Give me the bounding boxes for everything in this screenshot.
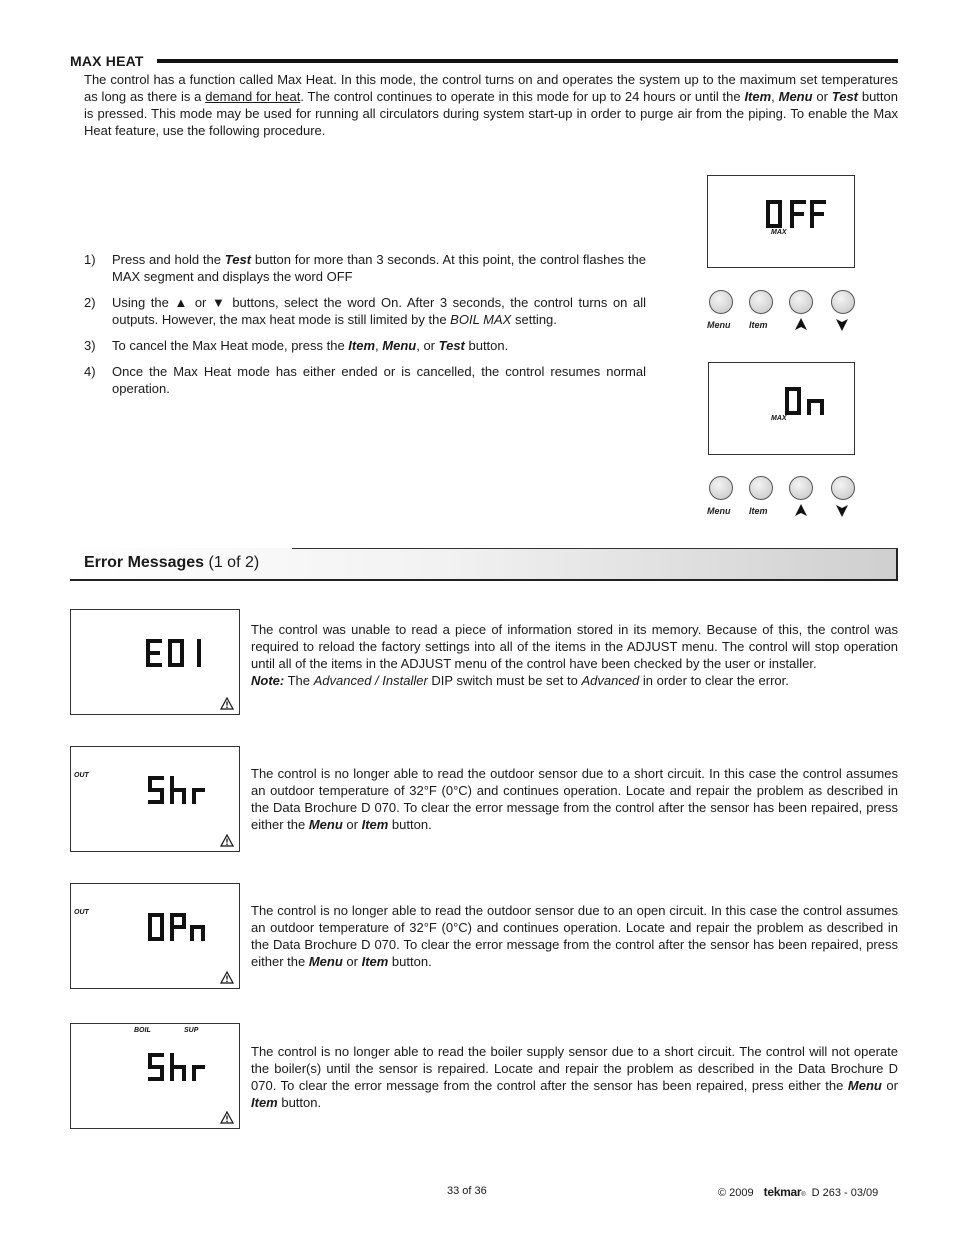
test-term: Test xyxy=(831,89,859,104)
item-button-label: Item xyxy=(749,320,768,330)
menu-button[interactable] xyxy=(709,290,733,314)
item-term: Item xyxy=(361,817,389,832)
lcd-label-sup: SUP xyxy=(184,1027,199,1034)
menu-term: Menu xyxy=(778,89,813,104)
item-button-label: Item xyxy=(749,506,768,516)
note-text-b: Advanced / Installer xyxy=(313,673,428,688)
lcd-label-max: MAX xyxy=(771,415,787,422)
step-text-a: To cancel the Max Heat mode, press the xyxy=(112,338,349,353)
test-term: Test xyxy=(224,252,252,267)
page-number: 33 of 36 xyxy=(447,1185,487,1197)
menu-term: Menu xyxy=(382,338,417,353)
footer-credit xyxy=(718,1185,878,1199)
section-title-max-heat: MAX HEAT xyxy=(70,53,144,69)
error-text: The control is no longer able to read the outdoor sensor due to a short circuit. In this case the control assumes an outdoor temperature of 32°F (0°C) and continues operation. Locate and repair the problem as described in the Data Brochure D 070. To clear the error message from the control after the sensor has been repaired, press either the xyxy=(251,766,898,832)
procedure-steps xyxy=(84,251,646,406)
lcd-label-out: OUT xyxy=(74,909,89,916)
button-row-2 xyxy=(707,475,857,520)
up-arrow-icon xyxy=(795,318,807,331)
item-button[interactable] xyxy=(749,290,773,314)
or-text: or xyxy=(342,954,362,969)
down-button[interactable] xyxy=(831,290,855,314)
document-code: D 263 - 03/09 xyxy=(811,1187,879,1199)
error-messages-title xyxy=(84,554,259,572)
step-number: 2) xyxy=(84,295,96,310)
error-text: The control is no longer able to read the boiler supply sensor due to a short circuit. The control will not operate the boiler(s) until the sensor is repaired. Locate and repair the problem as described in the Data Brochure D 070. To clear the error message from the control after the sensor has been repaired, press either the xyxy=(251,1044,898,1093)
step-number: 3) xyxy=(84,338,96,353)
lcd-label-boil: BOIL xyxy=(134,1027,151,1034)
menu-button-label: Menu xyxy=(707,506,731,516)
lcd-error-e01 xyxy=(70,609,240,715)
down-arrow-icon xyxy=(836,318,848,331)
warning-icon xyxy=(220,971,234,984)
step-text-c: button. xyxy=(464,338,509,353)
max-heat-intro xyxy=(84,71,898,139)
error-e01-description xyxy=(251,621,898,689)
demand-for-heat-term: demand for heat xyxy=(205,89,301,104)
step-number: 1) xyxy=(84,252,96,267)
or-text: or xyxy=(342,817,362,832)
warning-icon xyxy=(220,697,234,710)
intro-text-1: The control has a function called Max Heat. In this mode, the control turns on and operates the system up to the maximum set temperatures as long as there is a xyxy=(84,72,898,104)
error-text: The control was unable to read a piece of information stored in its memory. Because of this, the control was required to reload the factory settings into all of the items in the ADJUST menu. The control will stop operation until all of the items in the ADJUST menu of the control have been checked by the user or installer. xyxy=(251,622,898,671)
step-text-c: setting. xyxy=(511,312,557,327)
lcd-display-off xyxy=(707,175,855,268)
menu-term: Menu xyxy=(847,1078,882,1093)
copyright: © 2009 xyxy=(718,1187,754,1199)
intro-text-3: button is pressed. This mode may be used for running all circulators during system start-up in order to purge air from the piping. To enable the Max Heat feature, use the following procedure. xyxy=(84,89,898,138)
step-text: To cancel the Max Heat mode, press the Item, Menu, or Test button. xyxy=(112,338,509,353)
step-text-c: button for more than 3 seconds. At this point, the control flashes the MAX segment and displays the word OFF xyxy=(112,252,646,284)
warning-icon xyxy=(220,834,234,847)
item-button[interactable] xyxy=(749,476,773,500)
lcd-word-on xyxy=(784,386,828,416)
error-opn-outdoor-description xyxy=(251,902,898,970)
step-text: Once the Max Heat mode has either ended or is cancelled, the control resumes normal operation. xyxy=(112,364,646,396)
comma: , xyxy=(771,89,779,104)
lcd-code-shr xyxy=(147,775,205,805)
lcd-label-max: MAX xyxy=(771,229,787,236)
item-term: Item xyxy=(744,89,772,104)
menu-term: Menu xyxy=(308,817,343,832)
lcd-code-shr xyxy=(147,1052,205,1082)
section-rule xyxy=(157,59,898,63)
item-term: Item xyxy=(251,1095,278,1110)
step-number: 4) xyxy=(84,364,96,379)
brand-logo: tekmar xyxy=(763,1185,802,1199)
error-header-top-rule xyxy=(292,548,898,549)
test-term: Test xyxy=(438,338,465,353)
lcd-word-off xyxy=(765,199,827,229)
note-text-e: in order to clear the error. xyxy=(639,673,789,688)
menu-button[interactable] xyxy=(709,476,733,500)
menu-button-label: Menu xyxy=(707,320,731,330)
step-text-a: Using the ▲ or ▼ buttons, select the word On. After 3 seconds, the control turns on all outputs. However, the max heat mode is still limited by the xyxy=(112,295,646,327)
up-button[interactable] xyxy=(789,290,813,314)
note-label: Note: xyxy=(251,673,285,688)
menu-term: Menu xyxy=(308,954,343,969)
note-text-c: DIP switch must be set to xyxy=(427,673,582,688)
end-text: button. xyxy=(388,817,432,832)
or-text: or xyxy=(812,89,832,104)
up-button[interactable] xyxy=(789,476,813,500)
end-text: button. xyxy=(277,1095,322,1110)
end-text: button. xyxy=(388,954,432,969)
down-button[interactable] xyxy=(831,476,855,500)
boil-max-term: BOIL MAX xyxy=(450,312,512,327)
lcd-label-out: OUT xyxy=(74,772,89,779)
lcd-error-opn-outdoor xyxy=(70,883,240,989)
step-2 xyxy=(84,294,646,328)
lcd-code-e01 xyxy=(145,638,207,668)
error-shr-boiler-description xyxy=(251,1043,898,1111)
error-shr-outdoor-description xyxy=(251,765,898,833)
step-text-a: Press and hold the xyxy=(112,252,225,267)
lcd-code-opn xyxy=(147,912,205,942)
error-text: The control is no longer able to read the outdoor sensor due to an open circuit. In this case the control assumes an outdoor temperature of 32°F (0°C) and continues operation. Locate and repair the problem as described in the Data Brochure D 070. To clear the error message from the control after the sensor has been repaired, press either the xyxy=(251,903,898,969)
note-text-d: Advanced xyxy=(581,673,640,688)
up-arrow-icon xyxy=(795,504,807,517)
down-arrow-icon xyxy=(836,504,848,517)
or-text: or xyxy=(881,1078,898,1093)
lcd-display-on xyxy=(708,362,855,455)
step-text xyxy=(112,251,646,285)
registered-mark: ® xyxy=(801,1192,806,1198)
item-term: Item xyxy=(361,954,389,969)
note-text-a: The xyxy=(284,673,314,688)
step-4 xyxy=(84,363,646,397)
step-3 xyxy=(84,337,646,354)
error-title-bold: Error Messages xyxy=(84,554,205,571)
warning-icon xyxy=(220,1111,234,1124)
lcd-error-shr-boiler-supply xyxy=(70,1023,240,1129)
item-term: Item xyxy=(348,338,376,353)
lcd-error-shr-outdoor xyxy=(70,746,240,852)
intro-text-2: . The control continues to operate in this mode for up to 24 hours or until the xyxy=(300,89,745,104)
step-text xyxy=(112,294,646,328)
button-row-1 xyxy=(707,289,857,334)
error-title-rest: (1 of 2) xyxy=(204,554,260,571)
step-1 xyxy=(84,251,646,285)
